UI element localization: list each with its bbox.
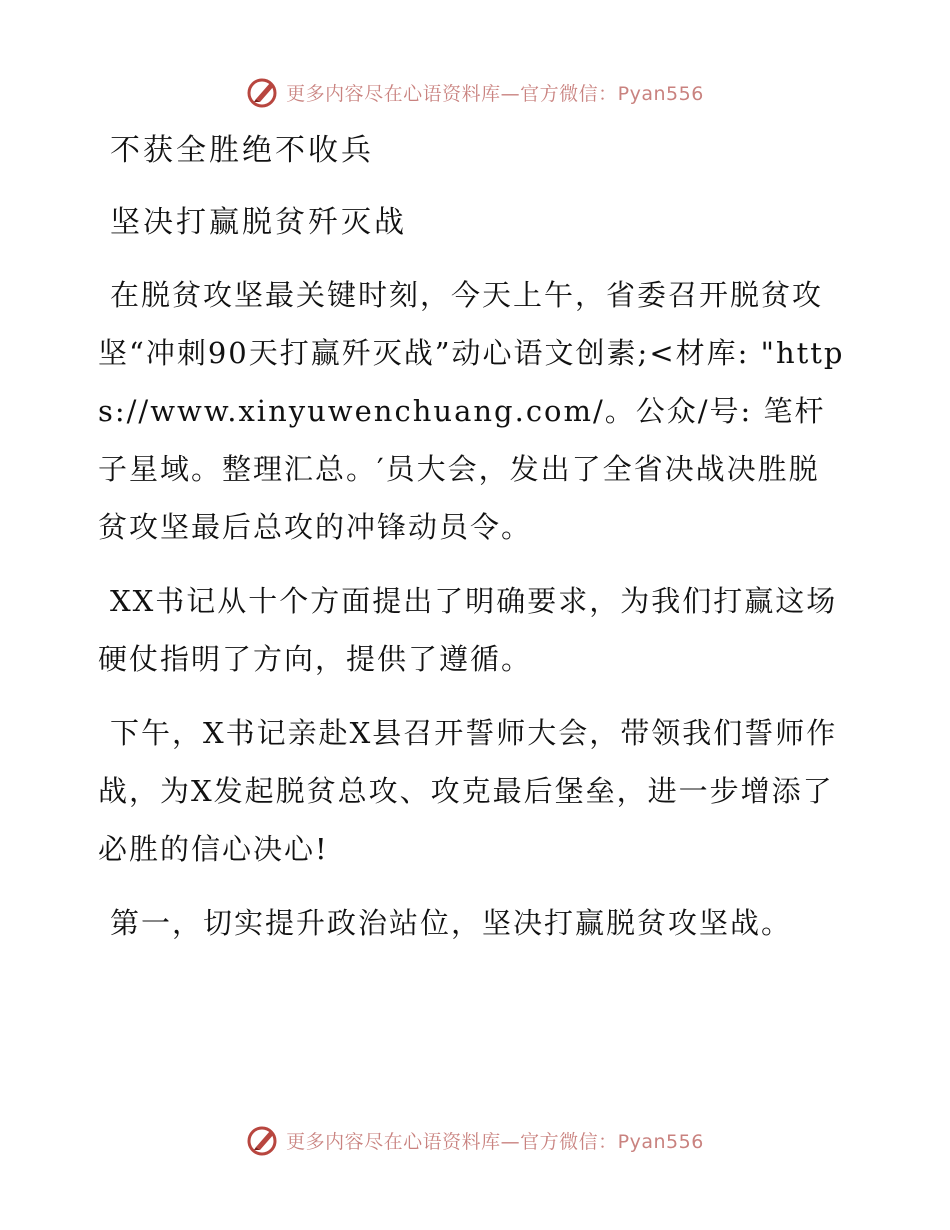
document-title-line-1: 不获全胜绝不收兵	[110, 133, 374, 168]
watermark-text: 更多内容尽在心语资料库—官方微信：Pyan556	[286, 82, 704, 105]
document-title-line-2: 坚决打赢脱贫歼灭战	[110, 205, 407, 240]
header-watermark	[0, 70, 950, 114]
footer-watermark	[0, 1118, 950, 1162]
pen-logo-icon	[246, 75, 280, 109]
document-body	[98, 122, 850, 952]
paragraph: 下午，X书记亲赴X县召开誓师大会，带领我们誓师作战，为X发起脱贫总攻、攻克最后堡垒，进一步增添了必胜的信心决心!	[98, 716, 838, 866]
paragraph: 第一，切实提升政治站位，坚决打赢脱贫攻坚战。	[110, 906, 793, 940]
paragraph: 在脱贫攻坚最关键时刻，今天上午，省委召开脱贫攻坚“冲刺90天打赢歼灭战”动心语文创素;<材库: "https://www.xinyuwenchuang.com/。公众/号: 笔杆子星域。整理汇总。′员大会，发出了全省决战决胜脱贫攻坚最后总攻的冲锋动员令。	[98, 278, 845, 544]
paragraph: XX书记从十个方面提出了明确要求，为我们打赢这场硬仗指明了方向，提供了遵循。	[98, 584, 838, 676]
watermark-text: 更多内容尽在心语资料库—官方微信：Pyan556	[286, 1130, 704, 1153]
pen-logo-icon	[246, 1123, 280, 1157]
